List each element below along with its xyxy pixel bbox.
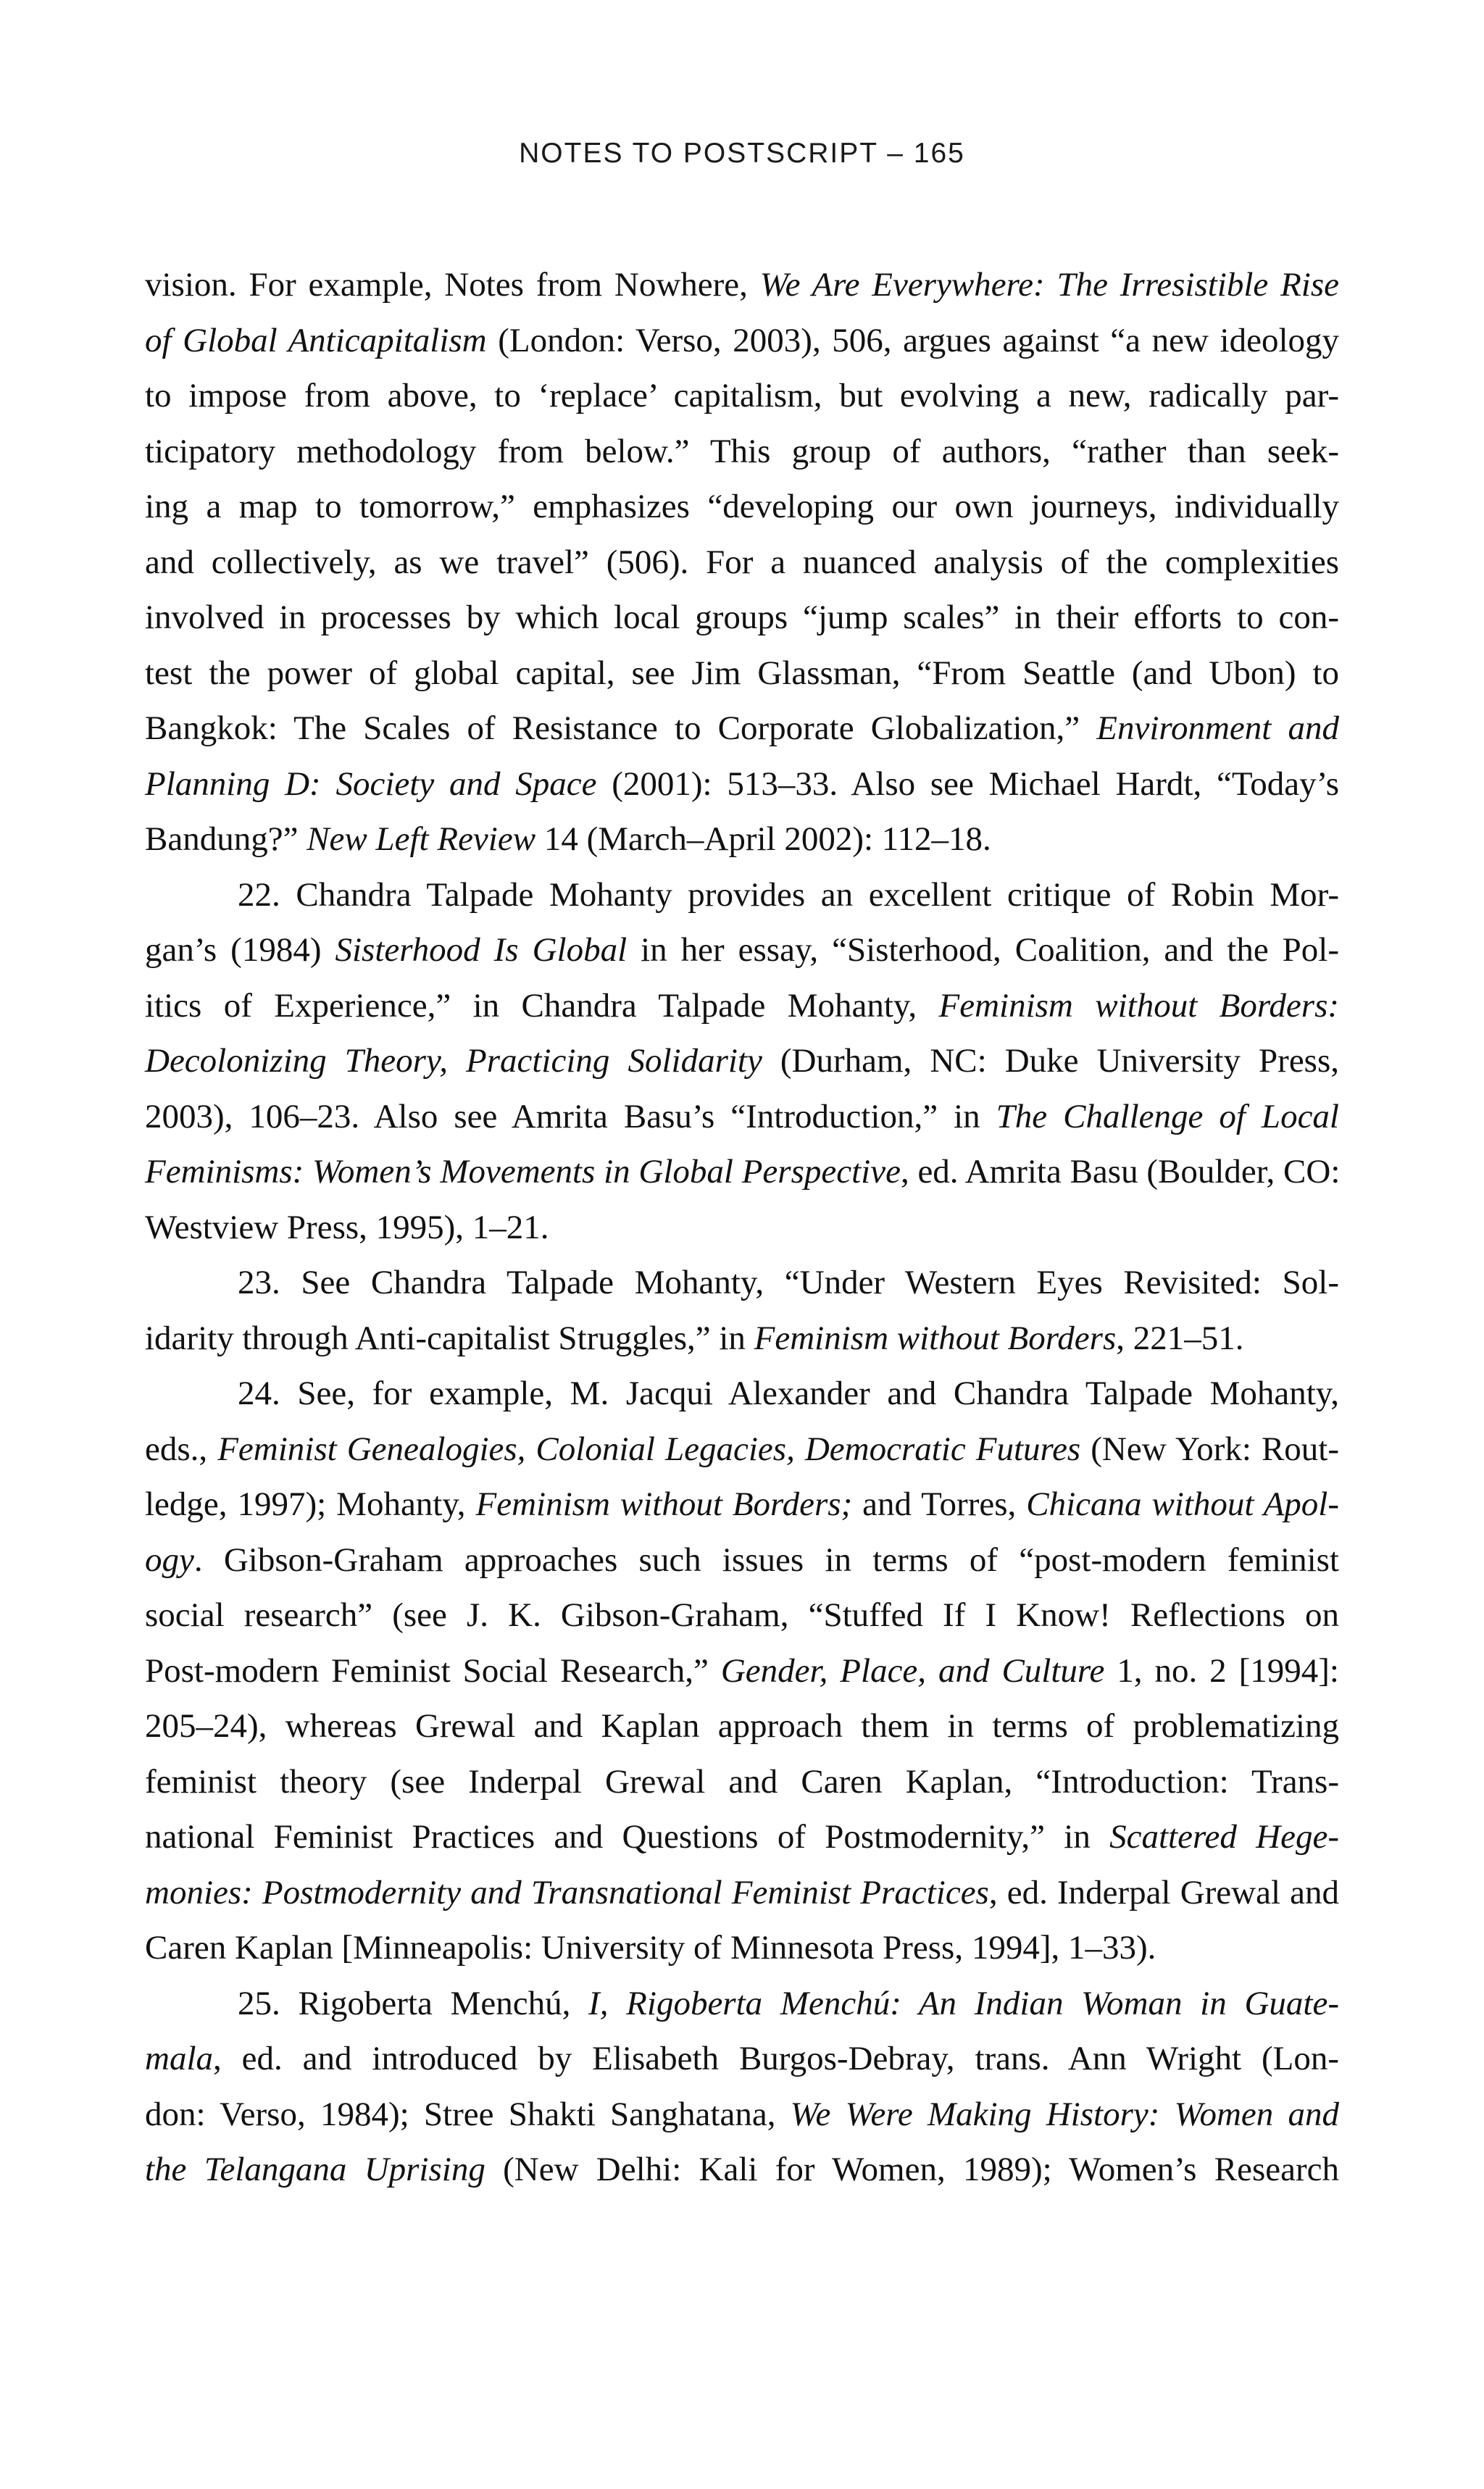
text-line (145, 313, 1339, 369)
text-run: 22. Chandra Talpade Mohanty provides an excellent critique of Robin Mor- (238, 875, 1339, 914)
italic-text: Gender, Place, and Culture (720, 1651, 1105, 1690)
text-line (145, 812, 1339, 867)
text-run: ledge, 1997); Mohanty, (145, 1485, 476, 1523)
italic-text: Feminism without Borders: (938, 986, 1340, 1025)
text-line (145, 1089, 1339, 1145)
text-run: Caren Kaplan [Minneapolis: University of Minnesota Press, 1994], 1–33). (145, 1929, 1156, 1967)
italic-text: Sisterhood Is Global (335, 931, 628, 969)
text-run: 24. See, for example, M. Jacqui Alexander and Chandra Talpade Mohanty, (238, 1375, 1339, 1412)
text-run: Westview Press, 1995), 1–21. (145, 1208, 549, 1246)
text-line (145, 1588, 1339, 1643)
text-run: 205–24), whereas Grewal and Kaplan approach them in terms of problematizing (145, 1707, 1339, 1745)
text-line (145, 424, 1339, 480)
text-run: to impose from above, to ‘replace’ capitalism, but evolving a new, radically par- (145, 377, 1339, 414)
italic-text: We Are Everywhere: The Irresistible Rise (759, 266, 1339, 304)
text-run: in her essay, “Sisterhood, Coalition, and the Pol- (627, 931, 1340, 969)
text-line (145, 590, 1339, 646)
text-line (145, 1255, 1339, 1311)
text-run: (New York: Rout- (1080, 1430, 1340, 1468)
text-line (145, 1366, 1339, 1422)
text-run: feminist theory (see Inderpal Grewal and Caren Kaplan, “Introduction: Trans- (145, 1762, 1339, 1801)
running-header: NOTES TO POSTSCRIPT – 165 (519, 138, 965, 169)
text-line (145, 2087, 1339, 2143)
text-line (145, 701, 1339, 756)
italic-text: Feminism without Borders (754, 1319, 1117, 1357)
text-run: idarity through Anti-capitalist Struggles,” in (145, 1319, 754, 1357)
text-run: and Torres, (852, 1485, 1027, 1523)
text-run: Bangkok: The Scales of Resistance to Corporate Globalization,” (145, 709, 1097, 747)
text-run: , ed. Inderpal Grewal and (988, 1873, 1339, 1911)
text-run: 1, no. 2 [1994]: (1104, 1651, 1339, 1690)
text-run: ing a map to tomorrow,” emphasizes “developing our own journeys, individually (145, 488, 1339, 525)
text-line (145, 1200, 1339, 1256)
text-line (145, 1033, 1339, 1089)
italic-text: mala (145, 2040, 213, 2077)
text-run: social research” (see J. K. Gibson-Graham, “Stuffed If I Know! Reflections on (145, 1596, 1339, 1634)
text-line (145, 257, 1339, 313)
text-run: gan’s (1984) (145, 931, 335, 969)
text-run: test the power of global capital, see Jim Glassman, “From Seattle (and Ubon) to (145, 654, 1339, 692)
text-line (145, 1477, 1339, 1533)
text-line (145, 867, 1339, 923)
text-run: don: Verso, 1984); Stree Shakti Sanghatana, (145, 2095, 791, 2133)
text-run: (2001): 513–33. Also see Michael Hardt, “Today’s (596, 764, 1339, 803)
text-run: eds., (145, 1430, 218, 1468)
notes-body (145, 257, 1339, 2198)
italic-text: of Global Anticapitalism (145, 321, 487, 359)
text-run: 25. Rigoberta Menchú, (238, 1984, 589, 2022)
italic-text: monies: Postmodernity and Transnational Feminist Practices (145, 1873, 989, 1911)
italic-text: ogy (145, 1540, 194, 1579)
text-run: Bandung?” (145, 820, 307, 858)
italic-text: Feminism without Borders; (475, 1485, 853, 1523)
text-run: 2003), 106–23. Also see Amrita Basu’s “Introduction,” in (145, 1097, 996, 1135)
text-run: (Durham, NC: Duke University Press, (762, 1042, 1340, 1080)
text-line (145, 1754, 1339, 1810)
text-run: itics of Experience,” in Chandra Talpade Mohanty, (145, 986, 939, 1025)
text-line (145, 1809, 1339, 1865)
italic-text: The Challenge of Local (996, 1097, 1339, 1135)
text-line (145, 1422, 1339, 1477)
text-line (145, 922, 1339, 978)
text-run: vision. For example, Notes from Nowhere, (145, 266, 760, 304)
italic-text: Decolonizing Theory, Practicing Solidarity (145, 1042, 762, 1080)
text-line (145, 1920, 1339, 1976)
text-line (145, 756, 1339, 812)
italic-text: Feminisms: Women’s Movements in Global Perspective (145, 1153, 901, 1191)
text-run: 14 (March–April 2002): 112–18. (535, 820, 991, 858)
text-line (145, 1976, 1339, 2032)
italic-text: I, Rigoberta Menchú: An Indian Woman in Guate- (588, 1984, 1339, 2022)
italic-text: We Were Making History: Women and (790, 2095, 1339, 2133)
text-run: (London: Verso, 2003), 506, argues against “a new ideology (486, 321, 1339, 359)
italic-text: the Telangana Uprising (145, 2151, 485, 2188)
text-line (145, 2031, 1339, 2087)
text-line (145, 535, 1339, 591)
text-run: and collectively, as we travel” (506). For a nuanced analysis of the complexities (145, 543, 1339, 581)
text-run: , ed. and introduced by Elisabeth Burgos-Debray, trans. Ann Wright (Lon- (213, 2040, 1339, 2077)
italic-text: Chicana without Apol- (1026, 1485, 1339, 1523)
text-run: , ed. Amrita Basu (Boulder, CO: (900, 1153, 1341, 1191)
text-run: national Feminist Practices and Questions of Postmodernity,” in (145, 1818, 1110, 1856)
italic-text: Scattered Hege- (1109, 1818, 1339, 1856)
text-line (145, 1698, 1339, 1754)
text-run: involved in processes by which local groups “jump scales” in their efforts to con- (145, 599, 1339, 636)
text-run: Post-modern Feminist Social Research,” (145, 1651, 721, 1690)
text-line (145, 1144, 1339, 1200)
italic-text: Planning D: Society and Space (145, 764, 597, 803)
text-line (145, 1311, 1339, 1367)
text-run: (New Delhi: Kali for Women, 1989); Women’s Research (485, 2151, 1339, 2188)
text-line (145, 479, 1339, 535)
text-line (145, 1865, 1339, 1921)
text-line (145, 978, 1339, 1034)
italic-text: Environment and (1096, 709, 1339, 747)
text-line (145, 1533, 1339, 1588)
text-run: ticipatory methodology from below.” This group of authors, “rather than seek- (145, 432, 1339, 470)
text-line (145, 646, 1339, 701)
text-run: 23. See Chandra Talpade Mohanty, “Under Western Eyes Revisited: Sol- (238, 1264, 1339, 1301)
italic-text: New Left Review (307, 820, 536, 858)
text-line (145, 2142, 1339, 2198)
text-line (145, 1643, 1339, 1699)
text-line (145, 368, 1339, 424)
italic-text: Feminist Genealogies, Colonial Legacies, Democratic Futures (217, 1430, 1081, 1468)
text-run: . Gibson-Graham approaches such issues in terms of “post-modern feminist (193, 1540, 1339, 1579)
text-run: , 221–51. (1116, 1319, 1244, 1357)
